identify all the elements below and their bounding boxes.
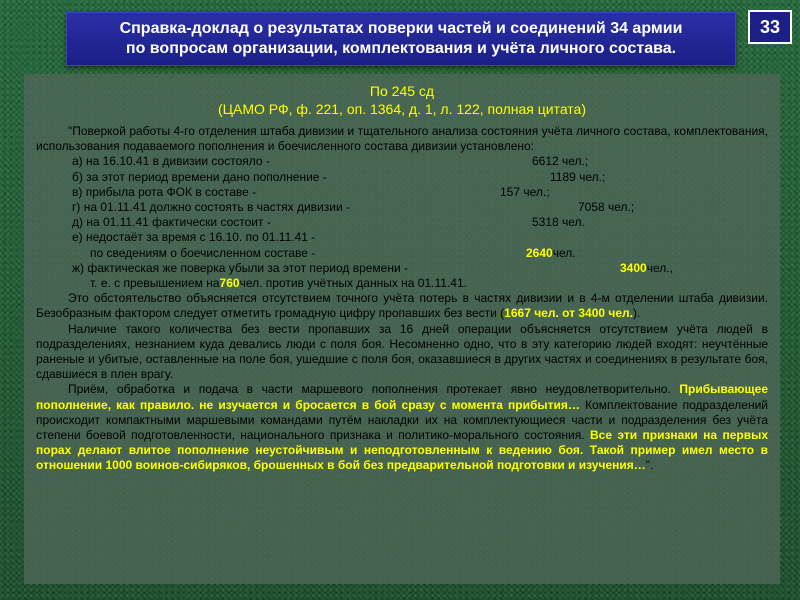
slide-title-line-1: Справка-доклад о результатах поверки частей и соединений 34 армии <box>119 20 683 37</box>
paragraph-missing: Наличие такого количества без вести пропавших за 16 дней операции объясняется отсутствием учёта людей в подразделениях, незнанием куда девались люди с поля боя. Несомненно одно, что в эту категорию людей входят: неучтённые раненые и убитые, оставленные на поле боя, ушедшие с поля боя, оказавшиеся в других частях и соединениях в результате боя, сдавшиеся в плен врагу. <box>36 321 768 382</box>
list-item-e2-label: по сведениям о боечисленном составе - <box>90 245 316 260</box>
paragraph-replenishment <box>36 382 768 473</box>
list-item-d <box>36 215 768 230</box>
list-item-a <box>36 154 768 169</box>
list-item-g-label: г) на 01.11.41 должно состоять в частях дивизии - <box>72 200 350 215</box>
list-item-e-continued <box>36 246 768 261</box>
paragraph-replenishment-middle: Комплектование подразделений происходит компактными маршевыми командами путём накладки их на комплектующиеся части и подразделения без учёта степени боевой подготовленности, национального признака и политико-морального состояния. <box>36 397 768 443</box>
paragraph-losses-tail: ). <box>633 306 641 321</box>
list-item-zh <box>36 261 768 276</box>
list-item-v-label: в) прибыла рота ФОК в составе - <box>72 184 257 199</box>
list-item-zh-unit: чел., <box>646 260 673 275</box>
paragraph-replenishment-tail: ". <box>645 458 654 473</box>
content-panel <box>24 74 780 584</box>
list-item-a-label: а) на 16.10.41 в дивизии состояло - <box>72 154 270 169</box>
slide-title-line-2: по вопросам организации, комплектования и учёта личного состава. <box>125 40 677 57</box>
reference-archive: (ЦАМО РФ, ф. 221, оп. 1364, д. 1, л. 122, полная цитата) <box>218 101 586 117</box>
slide-number-badge: 33 <box>748 10 792 44</box>
list-item-b-label: б) за этот период времени дано пополнение - <box>72 169 327 184</box>
replenishment-highlight-1: Прибывающее пополнение, как правило. не изучается и бросается в бой сразу с момента прибытия… <box>36 382 768 412</box>
paragraph-replenishment-lead: Приём, обработка и подача в части маршевого пополнения протекает явно неудовлетворительно. <box>68 382 671 397</box>
reference-division: По 245 сд <box>369 83 435 99</box>
excess-prefix: т. е. с превышением на <box>90 276 220 291</box>
list-item-d-value: 5318 чел. <box>532 215 585 230</box>
list-item-zh-value: 3400 <box>620 260 647 275</box>
list-item-v-value: 157 чел.; <box>500 184 550 199</box>
list-item-v <box>36 185 768 200</box>
list-item-b-value: 1189 чел.; <box>550 169 606 184</box>
missing-count-highlight: 1667 чел. от 3400 чел. <box>504 306 634 321</box>
list-item-e-unit: чел. <box>552 245 576 260</box>
replenishment-highlight-2: Все эти признаки на первых порах делают влитое пополнение неустойчивым и неподготовленным к ведению боя. Такой пример имел место в отношении 1000 воинов-сибиряков, брошенных в бой без предварительной подготовки и изучения… <box>36 428 768 473</box>
list-item-a-value: 6612 чел.; <box>532 154 589 169</box>
list-item-e-value: 2640 <box>526 245 553 260</box>
list-item-e-label: е) недостаёт за время с 16.10. по 01.11.41 - <box>72 230 316 245</box>
excess-value: 760 <box>219 276 240 291</box>
slide-title <box>66 12 736 66</box>
list-item-excess <box>36 276 768 291</box>
list-item-g <box>36 200 768 215</box>
list-item-zh-label: ж) фактическая же поверка убыли за этот период времени - <box>72 260 408 275</box>
paragraph-losses-text: Это обстоятельство объясняется отсутствием точного учёта потерь в частях дивизии и в 4-м отделении штаба дивизии. Безобразным фактором следует отметить громадную цифру пропавших без вести ( <box>36 291 768 321</box>
paragraph-losses <box>36 291 768 321</box>
list-item-b <box>36 170 768 185</box>
intro-paragraph: "Поверкой работы 4-го отделения штаба дивизии и тщательного анализа состояния учёта личного состава, комплектования, использования подаваемого пополнения и боечисленного состава дивизии установлено: <box>36 124 768 154</box>
list-item-e <box>36 230 768 245</box>
list-item-g-value: 7058 чел.; <box>578 200 635 215</box>
list-item-d-label: д) на 01.11.41 фактически состоит - <box>72 215 271 230</box>
excess-suffix: чел. против учётных данных на 01.11.41. <box>239 276 467 291</box>
